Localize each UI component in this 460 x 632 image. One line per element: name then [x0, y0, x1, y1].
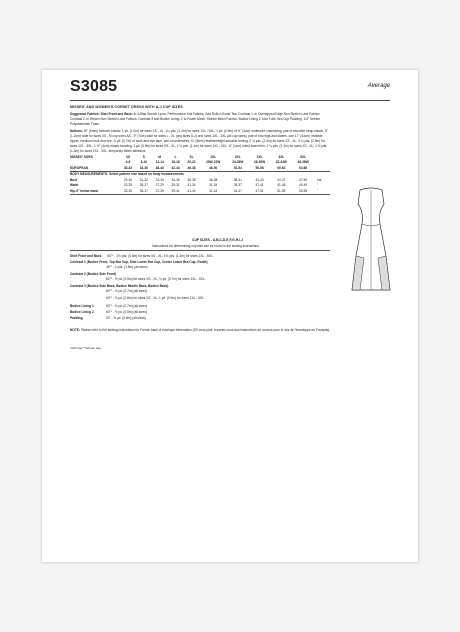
- yardage-head: Shirt Front and Back: [70, 254, 102, 258]
- pattern-envelope-back-page: [42, 70, 418, 562]
- measure-cell: 36-38: [209, 177, 218, 182]
- measure-cell: 39-41: [168, 188, 184, 194]
- yardage-line: 60"* - 1¾ yds. (0.8m) for sizes XS - XL, 1⅝ yds. (1.3m) for sizes 1XL - 5XL.: [107, 254, 214, 258]
- size-cell: S: [142, 154, 145, 159]
- measure-cell: 41-44: [184, 188, 200, 194]
- yardage-line: 60"* - ¾ yd. (0.8m) for sizes XS - XL, 1 yd. (0.9m) for sizes 1XL - 5XL.: [106, 296, 205, 300]
- suggested-fabrics: [70, 112, 330, 127]
- measure-cell: 31-34: [209, 183, 218, 188]
- size-cell: 46-48: [184, 165, 200, 171]
- fabrics-text: in 4-Way Stretch Lycra, Performance Knit Fabrics, Sea Rolk-n-Komb Tea. Contrast 1: in Overlapped Edge Non Stretch Lace Fabrics. Contrast 2: in Woven Non Stretch Lace Fabrics. Contrast 3 and Bodice Lining: 2 to Power Mesh, Stretch Mesh Fabrics. Bodice Lining 1: Non Tulle. Bra Cup Padding: 1/4" Stretch Polyester/side Foam.: [70, 112, 321, 126]
- size-cell: XS: [125, 154, 131, 159]
- row-label: Waist: [70, 183, 79, 188]
- measure-cell: 55-59: [292, 188, 314, 194]
- size-cell: 16-18: [171, 160, 180, 165]
- size-cell: 12-14: [155, 160, 164, 165]
- row-label: Bust: [70, 177, 78, 182]
- size-cell: L: [174, 154, 177, 159]
- unit-cell: Ins.: [317, 177, 323, 182]
- yardage-head: Padding: [70, 316, 83, 320]
- measure-cell: 34-36: [171, 177, 180, 182]
- size-cell: 28-30W: [254, 160, 266, 165]
- yardage-line: 60"* - ⅝ yd. (0.7m) (all sizes): [106, 304, 147, 308]
- body-measurements-label: BODY MEASUREMENTS: Select pattern size based on body measurements: [70, 172, 184, 177]
- nap-footnote: *with nap **without nap: [70, 346, 101, 350]
- dress-back-view-illustration: [342, 186, 400, 296]
- size-cell: 34-36: [136, 165, 152, 171]
- size-cell: 5XL: [300, 154, 307, 159]
- row-label: Hip-9" below waist: [70, 188, 120, 194]
- european-label: EUROPEAN: [70, 165, 120, 171]
- size-cell: 24-26W: [232, 160, 244, 165]
- measure-cell: 51-55: [270, 188, 292, 194]
- yardage-bodice-lining-2: [70, 310, 340, 315]
- yardage-head: Contrast 3 (Bodice Side Back, Bodice Middle Back, Bodice Back): [70, 284, 169, 288]
- unit-cell: ": [314, 188, 330, 194]
- size-cell: 4XL: [278, 154, 285, 159]
- measure-cell: 37-41: [255, 183, 264, 188]
- yardage-shirt-front-back: [70, 254, 340, 259]
- size-cell: 4-6: [125, 160, 131, 165]
- measure-cell: 31-34: [187, 183, 196, 188]
- unit-cell: ": [317, 183, 319, 188]
- french-note: [70, 328, 370, 332]
- measure-cell: 33-34: [155, 177, 164, 182]
- measure-cell: 29-31: [171, 183, 180, 188]
- measure-cell: 44-47: [227, 188, 249, 194]
- size-cell: 1XL: [210, 154, 217, 159]
- yardage-head: Contrast 1 (Bodice Front, Top Bra Cup, Side Lower Bra Cup, Center Lower Bra Cup, Godet): [70, 260, 208, 264]
- yardage-head: Bodice Lining 2: [70, 310, 94, 314]
- yardage-bodice-lining-1: [70, 304, 340, 309]
- yardage-line: 60"* - ½ yd. (0.5m) for sizes XS - XL, ¾ yd. (0.7m) for sizes 1XL - 5XL.: [106, 276, 206, 281]
- size-cell: 42-44: [168, 165, 184, 171]
- size-cell: 30-32: [120, 165, 136, 171]
- note-text: Please refer to the sewing instructions for French back of envelope information (S'il vous plaît, reportez-vous aux instructions de couture pour le dos de l'enveloppe en Français).: [80, 328, 331, 332]
- yardage-padding: [70, 316, 340, 321]
- size-cell: 46-50: [199, 165, 227, 171]
- size-cell: 8-10: [140, 160, 148, 165]
- measure-cell: 44-47: [277, 177, 286, 182]
- size-cell: 20W-22W: [206, 160, 221, 165]
- yardage-line: 60"* - ⅝ yd. (0.7m) (all sizes): [106, 288, 147, 293]
- size-cell: 36-38W: [297, 160, 309, 165]
- yardage-line: 20" - ⅝ yd. (0.6m) (all sizes): [106, 316, 146, 320]
- measure-cell: 27-29: [155, 183, 164, 188]
- yardage-contrast-3: [70, 284, 340, 294]
- yardage-line: 45"* - 2 yds. (1.8m) (all sizes): [106, 264, 148, 269]
- misses-sizes-label: MISSES' SIZES: [70, 154, 93, 159]
- measure-cell: 25-27: [139, 183, 148, 188]
- size-cell: 56-58: [249, 165, 271, 171]
- notions-label: Notions:: [70, 129, 83, 133]
- yardage-contrast-2: [70, 272, 340, 282]
- cup-sizes-rule: [70, 250, 330, 251]
- pattern-number: S3085: [70, 78, 118, 95]
- measure-cell: 37-39: [152, 188, 168, 194]
- header-rule: [70, 100, 390, 101]
- size-cell: 60-62: [270, 165, 292, 171]
- size-cell: 3XL: [256, 154, 263, 159]
- yardage-head: Bodice Lining 1: [70, 304, 94, 308]
- size-cell: 32-34W: [275, 160, 287, 165]
- measure-cell: 38-41: [233, 177, 242, 182]
- measure-cell: 36-38: [187, 177, 196, 182]
- measure-cell: 41-44: [255, 177, 264, 182]
- measure-cell: 33-35: [120, 188, 136, 194]
- yardage-line: 60"* - ½ yd. (0.5m) (all sizes): [106, 310, 147, 314]
- page-header: [70, 78, 390, 96]
- yardage-contrast-3-alt: [70, 296, 340, 301]
- notions: [70, 129, 330, 154]
- size-cell: 64-66: [292, 165, 314, 171]
- measure-cell: 41-45: [277, 183, 286, 188]
- size-cell: 38-40: [152, 165, 168, 171]
- size-cell: 20-22: [187, 160, 196, 165]
- measure-cell: 41-44: [199, 188, 227, 194]
- measure-cell: 35-37: [136, 188, 152, 194]
- size-table: [70, 154, 330, 195]
- brand-label: Average: [367, 83, 390, 89]
- size-cell: XL: [189, 154, 194, 159]
- measure-cell: 45-49: [299, 183, 308, 188]
- hip-row: [70, 188, 330, 194]
- measure-cell: 31-32: [139, 177, 148, 182]
- note-label: NOTE:: [70, 328, 80, 332]
- measure-cell: 34-37: [233, 183, 242, 188]
- measure-cell: 47-51: [249, 188, 271, 194]
- measure-cell: 47-50: [299, 177, 308, 182]
- notions-text: W" (5mm) foldover elastic: 1 yd. (1.0m) for sizes XS - XL, 1¼ yds. (1.2m) for sizes 1XL - 5XL. 1 yd. (0.9m) of ⅜" (1cm) underwire channeling, pair of shoulder strap elastic, 6" (1.2cm) wide for sizes XS - M cup sizes A/C, 9" (7cm) wide for sizes L - XL (any sizes D-J) and sizes 1XL - 5XL (all cup sizes), pair of bra rings and sliders, one 17" (43cm) invisible zipper, medium hook and eye, ¾ yd. (0.7m) of hook and eye tape, pair of underwires, ¾" (8mm) featherweight sewable boning, 2 ¾ yds. (2.4m) for sizes XS - XL, 3 ¼ yds. (2.9m) for sizes 1XL - 5XL. 1 ½" (4cm) elastic banding: 1 yd. (0.9m) for sizes XS - XL, 1 ¼ yds. (1.1m) for sizes 1XL - 5XL. ⅜" (1cm) rolled fused trim: 1 ¼ yds. (1.1m) for sizes XS - XL, 1 ½ yds. (1.4m) for sizes 1XL - 5XL, temporary fabric adhesive.: [70, 129, 328, 153]
- fabrics-label: Suggested Fabrics: Shirt Front and Back:: [70, 112, 133, 116]
- pattern-subtitle: MISSES' AND WOMEN'S CORSET DRESS WITH A-J CUP SIZES: [70, 105, 183, 109]
- yardage-head: Contrast 2 (Bodice Side Front): [70, 272, 117, 276]
- cup-sizes-note: Instructions for determining cup size can be found in the sewing instructions.: [152, 244, 260, 248]
- size-cell: M: [158, 154, 162, 159]
- measure-cell: 29-30: [123, 177, 133, 182]
- yardage-contrast-1: [70, 260, 340, 270]
- cup-sizes-title: CUP SIZES - A,B,C,D,E,F,G,H,I,J: [192, 238, 243, 242]
- measure-cell: 23-25: [123, 183, 133, 188]
- size-cell: 2XL: [234, 154, 241, 159]
- size-cell: 52-54: [227, 165, 249, 171]
